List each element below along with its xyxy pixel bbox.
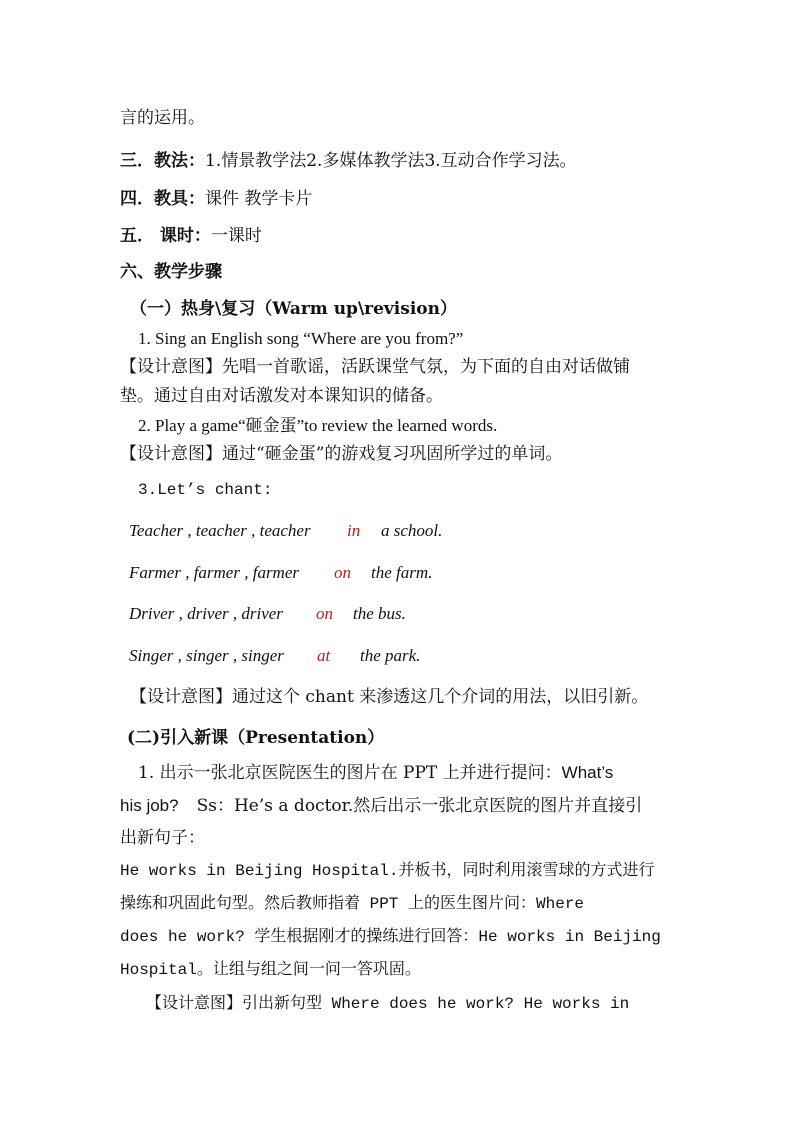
step-item: 3.Let’s chant: xyxy=(138,481,273,499)
section-body: 1.情景教学法2.多媒体教学法3.互动合作学习法。 xyxy=(205,151,577,171)
section-heading: 三．教法： xyxy=(120,151,205,171)
presentation-text-part: his job? xyxy=(120,796,179,815)
section-heading: 五． 课时： xyxy=(120,226,211,246)
chant-preposition: at xyxy=(317,646,331,665)
text-line: 言的运用。 xyxy=(120,108,205,128)
section-teaching-steps-heading: 六、教学步骤 xyxy=(120,262,222,282)
design-intent-continued: 垫。通过自由对话激发对本课知识的储备。 xyxy=(120,386,443,406)
section-body: 课件 教学卡片 xyxy=(205,189,313,209)
design-intent: 【设计意图】通过“砸金蛋”的游戏复习巩固所学过的单词。 xyxy=(120,444,563,464)
presentation-text: He works in Beijing Hospital.并板书，同时利用滚雪球的方式进行 xyxy=(120,862,655,880)
section-body: 一课时 xyxy=(210,226,262,246)
presentation-text xyxy=(138,762,613,784)
design-intent: 【设计意图】通过这个 chant 来渗透这几个介词的用法，以旧引新。 xyxy=(130,687,649,707)
chant-place: the park. xyxy=(360,646,421,665)
chant-place: the farm. xyxy=(371,563,433,582)
chant-subject: Teacher , teacher , teacher xyxy=(129,521,311,540)
presentation-text xyxy=(120,795,642,817)
step-item: 1. Sing an English song “Where are you from?” xyxy=(138,329,464,348)
presentation-text: Hospital。让组与组之间一问一答巩固。 xyxy=(120,961,421,979)
design-intent: 【设计意图】先唱一首歌谣，活跃课堂气氛，为下面的自由对话做铺 xyxy=(120,357,630,377)
subsection-warm-up-heading: （一）热身\复习（Warm up\revision） xyxy=(130,299,457,319)
chant-preposition: on xyxy=(334,563,351,582)
presentation-text-part: Ss：He’s a doctor.然后出示一张北京医院的图片并直接引 xyxy=(196,796,643,816)
subsection-presentation-heading: (二)引入新课（Presentation） xyxy=(127,728,385,748)
presentation-text: does he work? 学生根据刚才的操练进行回答：He works in Beijing xyxy=(120,928,661,946)
section-heading: 四．教具： xyxy=(120,189,205,209)
section-class-hours xyxy=(120,225,262,247)
presentation-text-part: What’s xyxy=(561,763,614,782)
presentation-text: 操练和巩固此句型。然后教师指着 PPT 上的医生图片问：Where xyxy=(120,895,585,913)
presentation-text-part: 1. 出示一张北京医院医生的图片在 PPT 上并进行提问： xyxy=(138,763,562,783)
step-item: 2. Play a game“砸金蛋”to review the learned words. xyxy=(138,416,498,435)
chant-subject: Farmer , farmer , farmer xyxy=(129,563,299,582)
chant-place: the bus. xyxy=(353,604,406,623)
chant-place: a school. xyxy=(381,521,443,540)
chant-subject: Driver , driver , driver xyxy=(129,604,283,623)
section-teaching-methods xyxy=(120,150,577,172)
chant-preposition: on xyxy=(316,604,333,623)
chant-preposition: in xyxy=(347,521,361,540)
section-teaching-aids xyxy=(120,188,312,210)
presentation-text: 出新句子： xyxy=(120,828,205,848)
design-intent: 【设计意图】引出新句型 Where does he work? He works in xyxy=(146,995,630,1013)
chant-subject: Singer , singer , singer xyxy=(129,646,284,665)
